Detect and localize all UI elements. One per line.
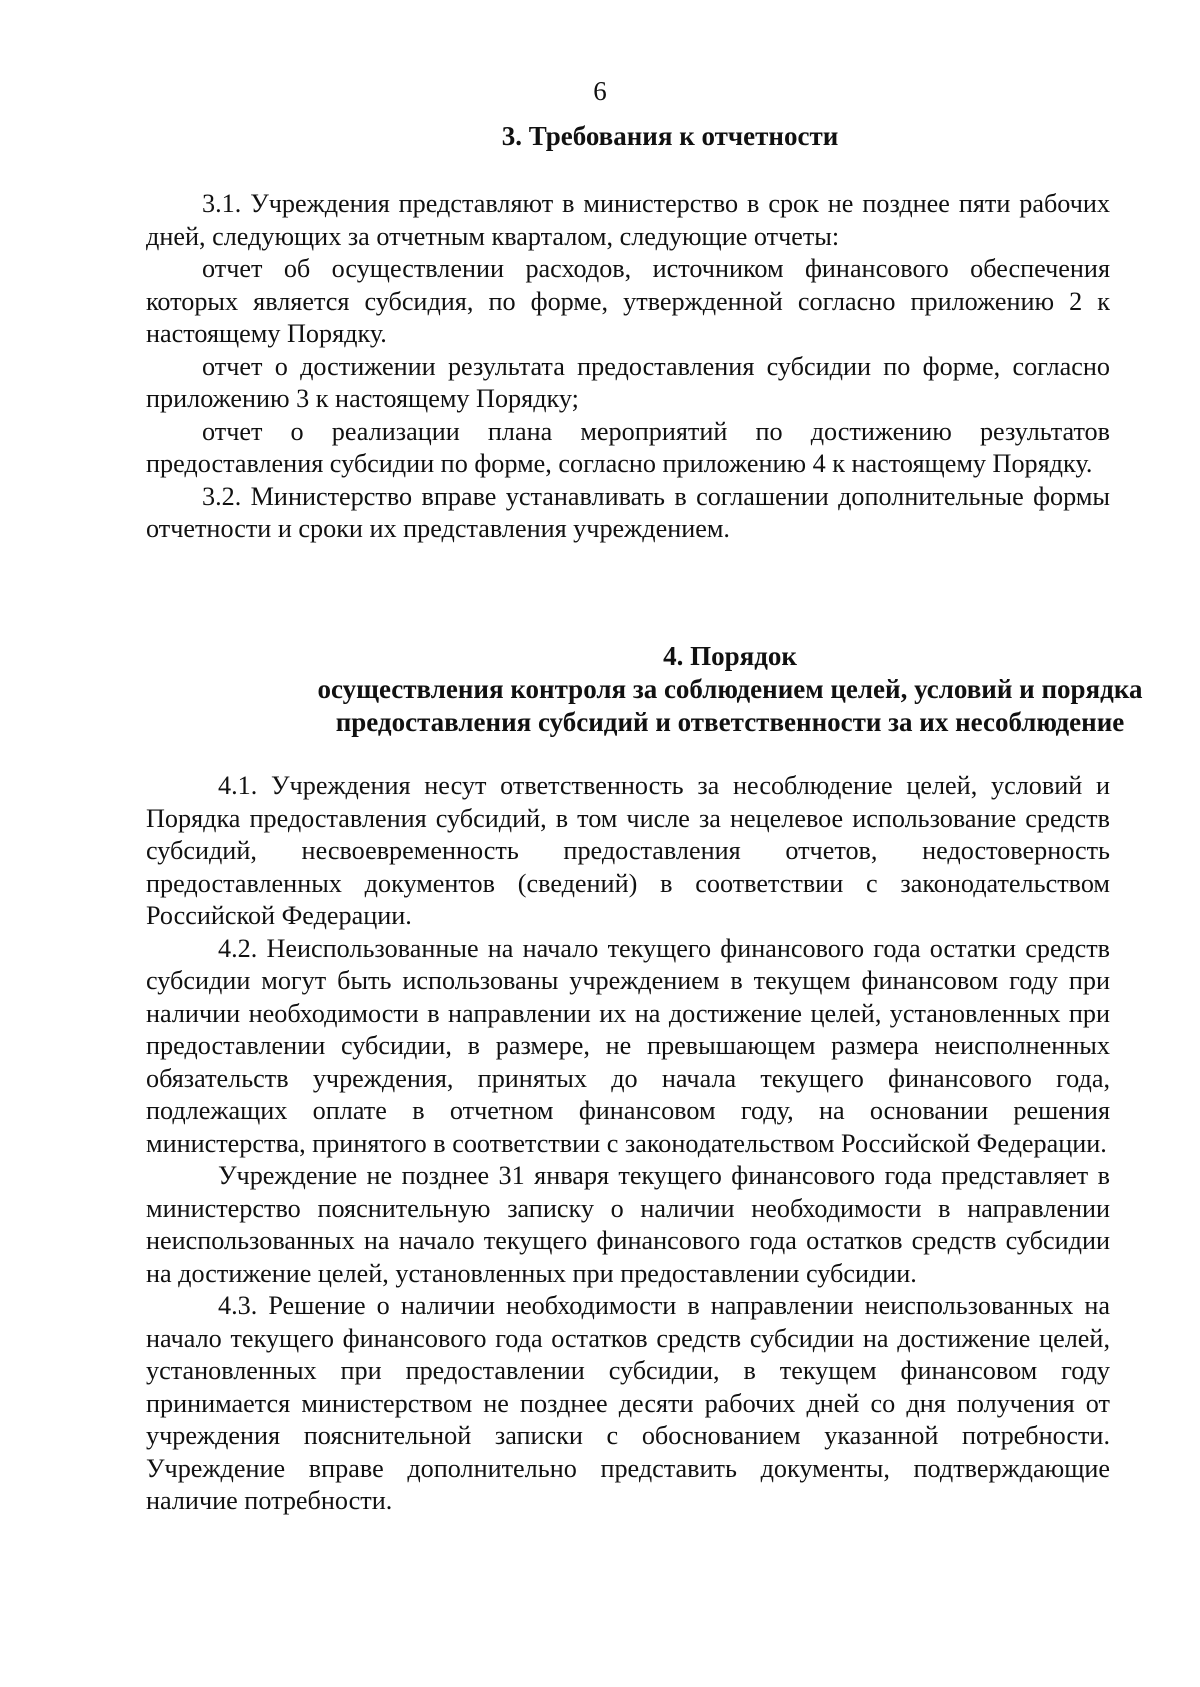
paragraph-report-expenses: отчет об осуществлении расходов, источником финансового обеспечения которых является субсидия, по форме, утвержденной согласно приложению 2 к настоящему Порядку.	[146, 254, 1110, 348]
paragraph-report-result: отчет о достижении результата предоставления субсидии по форме, согласно приложению 3 к настоящему Порядку;	[146, 351, 1110, 413]
paragraph-explanatory-note: Учреждение не позднее 31 января текущего финансового года представляет в министерство пояснительную записку о наличии необходимости в направлении неиспользованных на начало текущего финансового года остатков средств субсидии на достижение целей, установленных при предоставлении субсидии.	[146, 1161, 1110, 1288]
section-4-body	[146, 770, 1110, 1518]
section-3-title: 3. Требования к отчетности	[501, 121, 839, 151]
paragraph-report-plan: отчет о реализации плана мероприятий по достижению результатов предоставления субсидии по форме, согласно приложению 4 к настоящему Порядку.	[146, 416, 1110, 478]
paragraph-3-1: 3.1. Учреждения представляют в министерство в срок не позднее пяти рабочих дней, следующих за отчетным кварталом, следующие отчеты:	[146, 189, 1110, 251]
paragraph-4-1: 4.1. Учреждения несут ответственность за несоблюдение целей, условий и Порядка предоставления субсидий, в том числе за нецелевое использование средств субсидий, несвоевременность предоставления отчетов, недостоверность предоставленных документов (сведений) в соответствии с законодательством Российской Федерации.	[146, 771, 1110, 930]
page-number: 6	[593, 76, 607, 106]
section-4-title-line-2: осуществления контроля за соблюдением целей, условий и порядка	[317, 674, 1143, 704]
section-4-title-line-1: 4. Порядок	[663, 641, 797, 671]
paragraph-4-2: 4.2. Неиспользованные на начало текущего финансового года остатки средств субсидии могут быть использованы учреждением в текущем финансовом году при наличии необходимости в направлении их на достижение целей, установленных при предоставлении субсидии, в размере, не превышающем размера неисполненных обязательств учреждения, принятых до начала текущего финансового года, подлежащих оплате в отчетном финансовом году, на основании решения министерства, принятого в соответствии с законодательством Российской Федерации.	[146, 933, 1110, 1158]
section-4-title	[150, 640, 1200, 739]
paragraph-3-2: 3.2. Министерство вправе устанавливать в соглашении дополнительные формы отчетности и сроки их представления учреждением.	[146, 481, 1110, 543]
section-3-body	[146, 188, 1110, 546]
section-4-title-line-3: предоставления субсидий и ответственности за их несоблюдение	[335, 707, 1125, 737]
paragraph-4-3: 4.3. Решение о наличии необходимости в направлении неиспользованных на начало текущего финансового года остатков средств субсидии на достижение целей, установленных при предоставлении субсидии, в текущем финансовом году принимается министерством не позднее десяти рабочих дней со дня получения от учреждения пояснительной записки с обоснованием указанной потребности. Учреждение вправе дополнительно представить документы, подтверждающие наличие потребности.	[146, 1291, 1110, 1515]
